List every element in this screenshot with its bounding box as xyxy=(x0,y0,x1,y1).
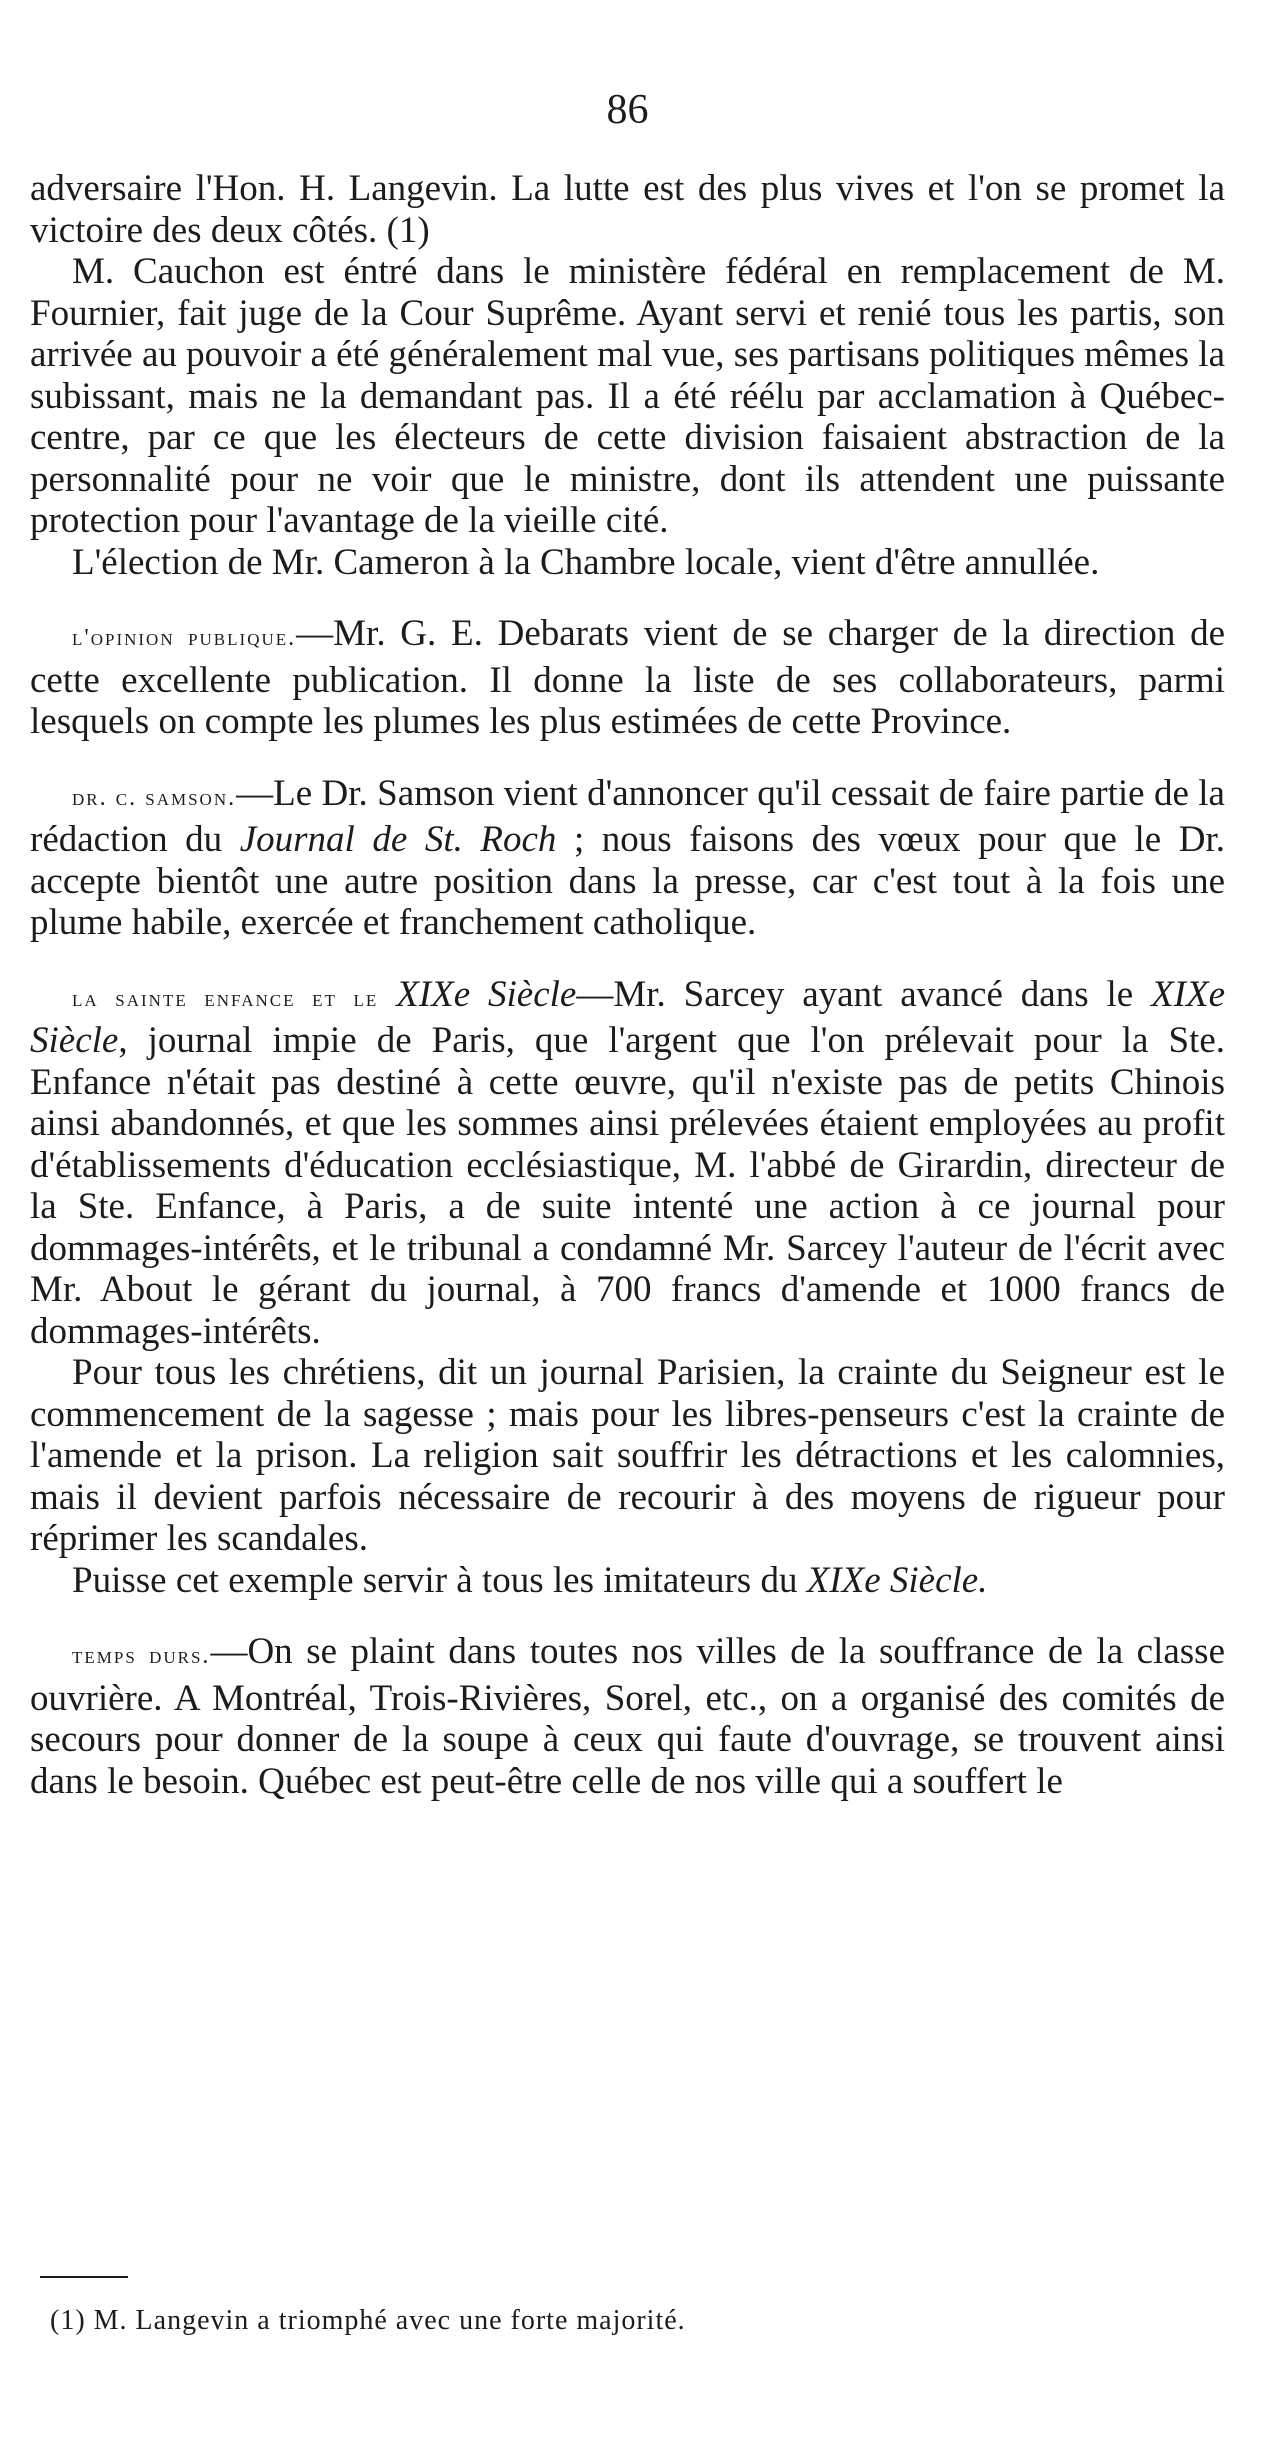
paragraph-cauchon xyxy=(30,251,1225,542)
paragraph-text: On se plaint dans toutes nos villes de la souffrance de la classe ouvrière. A Montréal, Trois-Rivières, Sorel, etc., on a organisé des comités de secours pour donner de la soupe à ceux qui faute d'ouvrage, se trouvent ainsi dans le besoin. Québec est peut-être celle de nos ville qui a souffert le xyxy=(30,1631,1226,1802)
section-rubric: temps durs. xyxy=(72,1643,211,1669)
paragraph-text: Mr. G. E. Debarats vient de se charger de la direction de cette excellente publication. Il donne la liste de ses collaborateurs, parmi lesquels on compte les plumes les plus estimées de cette Province. xyxy=(30,613,1225,742)
paragraph-exemple xyxy=(30,1560,1225,1602)
paragraph-text: adversaire l'Hon. H. Langevin. La lutte est des plus vives et l'on se promet la victoire des deux côtés. (1) xyxy=(30,168,1225,251)
section-rubric: la sainte enfance et le xyxy=(72,985,379,1012)
body-text xyxy=(30,168,1225,1802)
document-page xyxy=(30,0,1225,2462)
paragraph-text: Puisse cet exemple servir à tous les imitateurs du xyxy=(72,1559,807,1601)
rubric-dash: — xyxy=(576,973,614,1015)
paragraph-opinion-publique xyxy=(30,613,1225,743)
paragraph-chretiens xyxy=(30,1352,1225,1560)
journal-title: XIXe Siècle. xyxy=(806,1559,988,1601)
section-rubric: l'opinion publique. xyxy=(72,625,297,651)
section-rubric: dr. c. samson. xyxy=(72,784,237,811)
page-number: 86 xyxy=(606,87,649,133)
paragraph-langevin xyxy=(30,168,1225,251)
paragraph-text: Pour tous les chrétiens, dit un journal Parisien, la crainte du Seigneur est le commencement de la sagesse ; mais pour les libres-penseurs c'est la crainte de l'amende et la prison. La religion sait souffrir les détractions et les calomnies, mais il devient parfois nécessaire de recourir à des moyens de rigueur pour réprimer les scandales. xyxy=(30,1352,1225,1559)
paragraph-sainte-enfance xyxy=(30,974,1225,1353)
rubric-dash: — xyxy=(236,772,274,814)
paragraph-text: M. Cauchon est éntré dans le ministère fédéral en remplacement de M. Fournier, fait juge de la Cour Suprême. Ayant servi et renié tous les partis, son arrivée au pouvoir a été généralement mal vue, ses partisans politiques mêmes la subissant, mais ne la demandant pas. Il a été réélu par acclamation à Québec-centre, par ce que les électeurs de cette division faisaient abstraction de la personnalité pour ne voir que le ministre, dont ils attendent une puissante protection pour l'avantage de la vieille cité. xyxy=(30,251,1225,541)
paragraph-text: , journal impie de Paris, que l'argent que l'on prélevait pour la Ste. Enfance n'était pas destiné à cette œuvre, qu'il n'existe pas de petits Chinois ainsi abandonnés, et que les sommes ainsi prélevées étaient employées au profit d'établissements d'éducation ecclésiastique, M. l'abbé de Girardin, directeur de la Ste. Enfance, à Paris, a de suite intenté une action à ce journal pour dommages-intérêts, et le tribunal a condamné Mr. Sarcey l'auteur de l'écrit avec Mr. About le gérant du journal, à 700 francs d'amende et 1000 francs de dommages-intérêts. xyxy=(30,1020,1225,1352)
rubric-dash: — xyxy=(210,1631,248,1672)
journal-title: XIXe Siècle xyxy=(30,973,1226,1061)
paragraph-temps-durs xyxy=(30,1631,1225,1802)
paragraph-text: Mr. Sarcey ayant avancé dans le xyxy=(613,973,1152,1015)
journal-title: Journal de St. Roch xyxy=(239,819,557,860)
rubric-dash: — xyxy=(296,613,334,654)
footnote: (1) M. Langevin a triomphé avec une forte majorité. xyxy=(50,2305,686,2336)
rubric-journal-title: XIXe Siècle xyxy=(396,973,577,1015)
paragraph-samson xyxy=(30,773,1225,944)
paragraph-cameron xyxy=(30,542,1225,584)
footnote-divider xyxy=(40,2276,128,2278)
paragraph-text: ; nous faisons des vœux pour que le Dr. accepte bientôt une autre position dans la presse, car c'est tout à la fois une plume habile, exercée et franchement catholique. xyxy=(30,819,1225,943)
paragraph-text: L'élection de Mr. Cameron à la Chambre locale, vient d'être annullée. xyxy=(72,541,1100,583)
paragraph-text: Le Dr. Samson vient d'annoncer qu'il cessait de faire partie de la rédaction du xyxy=(30,772,1225,860)
